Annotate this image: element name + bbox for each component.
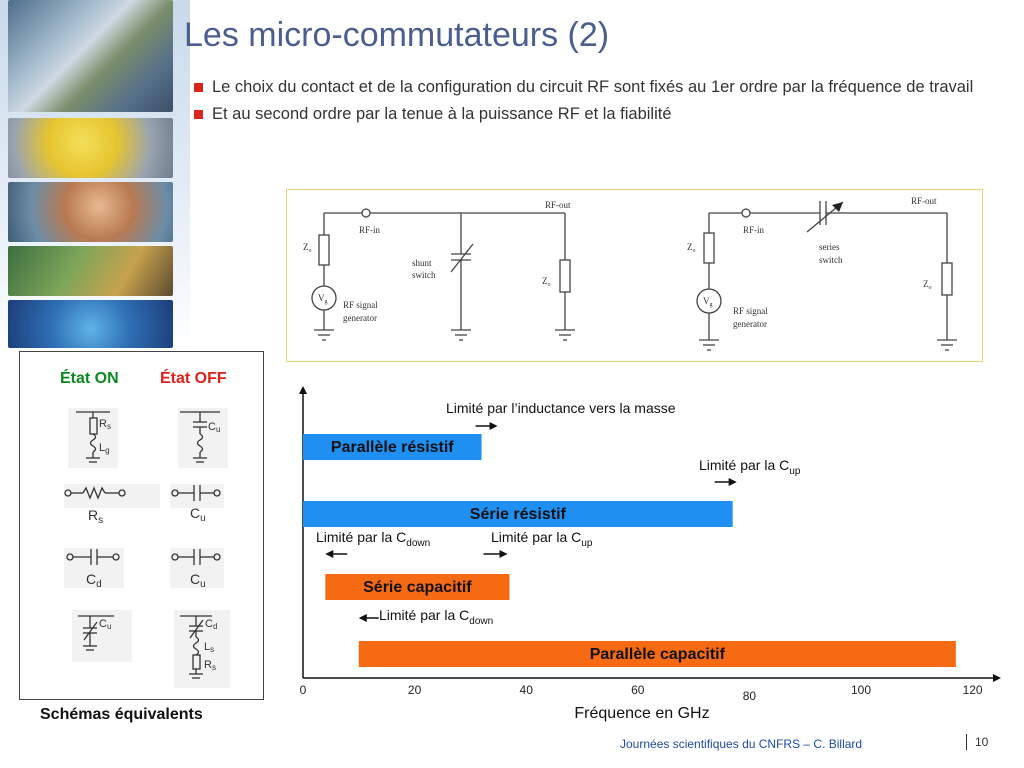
series-z0-right-label: $Z_o$: [923, 279, 932, 291]
annotation-parallele-capacitif: Limité par la $C_{down}$: [379, 607, 494, 627]
cu-series-label: $C_u$: [190, 505, 206, 524]
x-tick-label: 80: [742, 689, 757, 703]
cd-series-label: $C_d$: [86, 571, 102, 590]
chart-layer: [300, 388, 999, 722]
bullet-marker-icon: [194, 110, 203, 119]
series-circuit-labels: [687, 196, 937, 329]
series-z0-left-label: $Z_o$: [687, 242, 696, 254]
rs-label: Rs: [99, 418, 111, 431]
x-tick-label: 40: [519, 683, 533, 697]
shunt-generator-label-2: generator: [343, 313, 377, 323]
equivalents-caption: Schémas équivalents: [40, 706, 203, 723]
ls-shunt-label: Ls: [204, 641, 215, 654]
bullet-text: Le choix du contact et de la configuration du circuit RF sont fixés au 1er ordre par la fréquence de travail: [212, 78, 974, 96]
page-number: 10: [975, 735, 989, 749]
annotation-serie-resistif: Limité par la $C_{up}$: [699, 457, 801, 477]
campus-photo: [8, 0, 173, 112]
x-tick-label: 20: [407, 683, 422, 697]
cu-label: Cu: [208, 421, 221, 434]
x-tick-label: 120: [962, 683, 983, 697]
shunt-vg-label: $V_g$: [318, 293, 328, 305]
series-rf-in-label: RF-in: [743, 225, 765, 235]
page-divider: [966, 734, 967, 750]
state-on-label: État ON: [60, 370, 119, 387]
bar-label: Série résistif: [469, 506, 566, 523]
rs-series-label: $R_s$: [88, 507, 104, 526]
state-off-label: État OFF: [160, 370, 227, 387]
wafer-photo: [8, 300, 173, 348]
series-switch-label-2: switch: [819, 255, 843, 265]
circuit-board-photo: [8, 246, 173, 296]
bullet-list: [194, 76, 986, 130]
researcher-photo: [8, 182, 173, 242]
bullet-text: Et au second ordre par la tenue à la puissance RF et la fiabilité: [212, 105, 672, 123]
equivalent-schematics-panel: [19, 351, 264, 700]
series-generator-label-1: RF signal: [733, 306, 768, 316]
bar-label: Parallèle résistif: [330, 439, 454, 456]
frequency-chart: [286, 382, 1006, 732]
annotation-serie-capacitif-low: Limité par la $C_{down}$: [316, 529, 431, 549]
shunt-rf-in-label: RF-in: [359, 225, 381, 235]
sidebar-photos: [0, 0, 190, 350]
x-tick-label: 0: [299, 683, 307, 697]
cd-shunt-label: Cd: [205, 618, 218, 631]
lg-label: Lg: [99, 442, 110, 455]
bullet-marker-icon: [194, 83, 203, 92]
rf-circuits-svg: [287, 190, 982, 361]
x-tick-label: 100: [850, 683, 872, 697]
x-axis-title: Fréquence en GHz: [574, 705, 710, 722]
shunt-circuit-labels: [303, 200, 571, 323]
rs-shunt-label: Rs: [204, 659, 216, 672]
bullet-item: [194, 76, 986, 99]
bar-label: Série capacitif: [363, 579, 472, 596]
x-tick-label: 60: [631, 683, 645, 697]
annotation-parallele-resistif: Limité par l’inductance vers la masse: [446, 400, 676, 416]
series-rf-out-label: RF-out: [911, 196, 937, 206]
cu-shunt-label: Cu: [99, 618, 112, 631]
bar-label: Parallèle capacitif: [589, 646, 725, 663]
series-switch-label-1: series: [819, 242, 840, 252]
series-vg-label: $V_g$: [703, 296, 713, 308]
shunt-z0-right-label: $Z_o$: [542, 276, 551, 288]
cu-off-series-label: $C_u$: [190, 571, 206, 590]
shunt-switch-label-2: switch: [412, 270, 436, 280]
annotation-serie-capacitif-high: Limité par la $C_{up}$: [491, 529, 593, 549]
page-title: Les micro-commutateurs (2): [184, 16, 610, 54]
bullet-item: [194, 103, 986, 126]
footer-credit: Journées scientifiques du CNFRS – C. Billard: [620, 737, 863, 751]
rf-circuits-figure: [286, 189, 983, 362]
shunt-switch-label-1: shunt: [412, 258, 432, 268]
shunt-z0-left-label: $Z_o$: [303, 242, 312, 254]
shunt-rf-out-label: RF-out: [545, 200, 571, 210]
series-generator-label-2: generator: [733, 319, 767, 329]
equivalents-svg: [20, 352, 263, 699]
cleanroom-photo: [8, 118, 173, 178]
shunt-generator-label-1: RF signal: [343, 300, 378, 310]
